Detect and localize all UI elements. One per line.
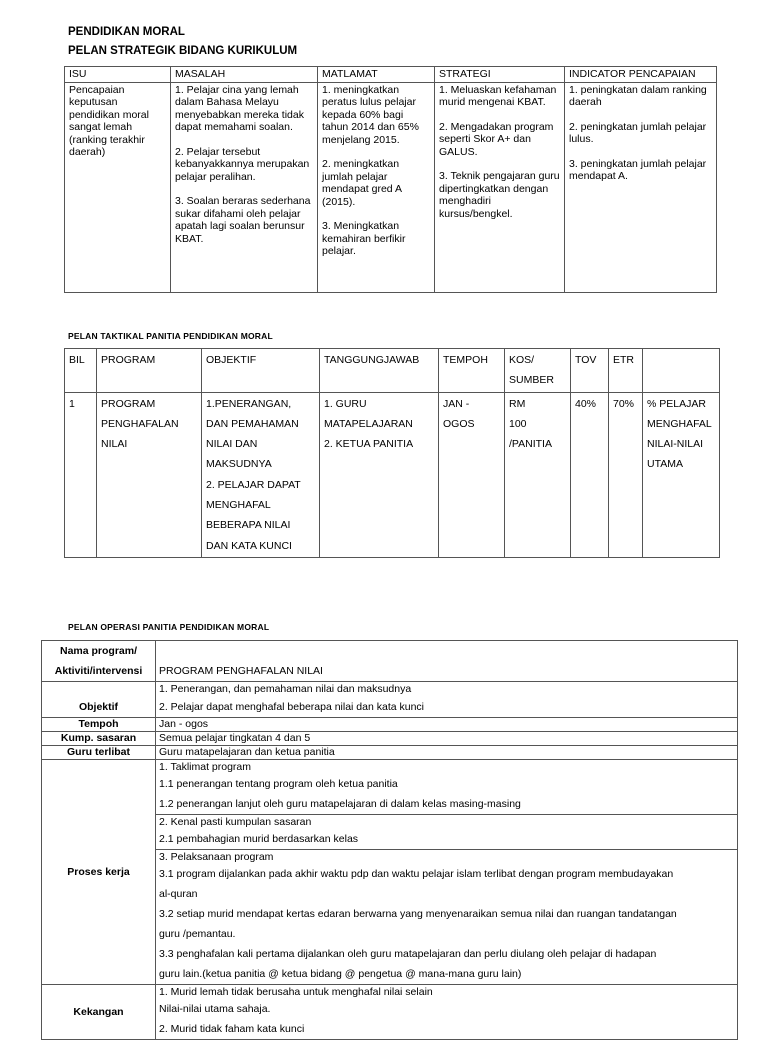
- table-row: [42, 641, 738, 682]
- isu-text: Pencapaian keputusan pendidikan moral sangat lemah (ranking terakhir daerah): [69, 83, 149, 158]
- tempoh-line: JAN -: [443, 397, 470, 410]
- objektif-label: Objektif: [42, 682, 156, 718]
- masalah-cell: [171, 82, 318, 292]
- proses-line: 3.2 setiap murid mendapat kertas edaran berwarna yang menyenaraikan semua nilai dan ruangan tandatangan: [159, 908, 677, 920]
- header-tempoh: TEMPOH: [439, 349, 505, 393]
- objektif-line: DAN PEMAHAMAN: [206, 417, 299, 430]
- proses-value: [156, 760, 738, 985]
- strategi-item: 1. Meluaskan kefahaman murid mengenai KBAT.: [439, 83, 557, 108]
- proses-line: 2.1 pembahagian murid berdasarkan kelas: [159, 833, 359, 845]
- kekangan-label: Kekangan: [42, 985, 156, 1040]
- header-masalah: MASALAH: [171, 67, 318, 83]
- guru-label: Guru terlibat: [42, 746, 156, 760]
- objektif-line: BEBERAPA NILAI: [206, 519, 291, 532]
- proses-line: 2. Kenal pasti kumpulan sasaran: [159, 816, 312, 828]
- proses-line: 1. Taklimat program: [159, 761, 252, 773]
- tanggungjawab-line: 1. GURU: [324, 397, 367, 410]
- objektif-line: 1. Penerangan, dan pemahaman nilai dan maksudnya: [159, 683, 412, 695]
- header-indikator: [643, 349, 720, 393]
- kekangan-value: [156, 985, 738, 1040]
- strategic-plan-table: [64, 66, 717, 293]
- operation-plan-table: [41, 640, 738, 1040]
- label-line: Aktiviti/intervensi: [54, 665, 143, 677]
- program-cell: [97, 392, 202, 557]
- objektif-line: MENGHAFAL: [206, 499, 271, 512]
- objektif-line: DAN KATA KUNCI: [206, 539, 292, 552]
- indicator-item: 2. peningkatan jumlah pelajar lulus.: [569, 120, 707, 145]
- masalah-item: 3. Soalan beraras sederhana sukar difahami oleh pelajar apatah lagi soalan berunsur KBAT.: [175, 195, 311, 245]
- sasaran-label: Kump. sasaran: [42, 732, 156, 746]
- table-row: [42, 682, 738, 718]
- indikator-line: UTAMA: [647, 458, 683, 471]
- tempoh-label: Tempoh: [42, 718, 156, 732]
- table-row: [42, 732, 738, 746]
- program-line: NILAI: [101, 438, 128, 451]
- objektif-line: NILAI DAN: [206, 438, 258, 451]
- table-header-row: [65, 67, 717, 83]
- proses-line: guru lain.(ketua panitia @ ketua bidang @ pengetua @ mana-mana guru lain): [159, 968, 522, 980]
- proses-line: al-quran: [159, 888, 198, 900]
- proses-line: 3. Pelaksanaan program: [159, 851, 274, 863]
- proses-label: Proses kerja: [42, 760, 156, 985]
- table-row: [42, 746, 738, 760]
- header-sumber: SUMBER: [509, 374, 554, 387]
- matlamat-item: 2. meningkatkan jumlah pelajar mendapat gred A (2015).: [322, 158, 402, 208]
- table-row: [42, 985, 738, 1040]
- strategi-item: 3. Teknik pengajaran guru dipertingkatkan dengan menghadiri kursus/bengkel.: [439, 170, 560, 220]
- tanggungjawab-cell: [320, 392, 439, 557]
- kekangan-line: 1. Murid lemah tidak berusaha untuk menghafal nilai selain: [159, 986, 433, 998]
- strategic-plan-heading: PELAN STRATEGIK BIDANG KURIKULUM: [68, 45, 298, 57]
- program-line: PROGRAM: [101, 397, 156, 410]
- proses-line: guru /pemantau.: [159, 928, 236, 940]
- table-row: [42, 718, 738, 732]
- proses-line: 1.2 penerangan lanjut oleh guru matapelajaran di dalam kelas masing-masing: [159, 798, 521, 810]
- matlamat-cell: [318, 82, 435, 292]
- nama-program-value: PROGRAM PENGHAFALAN NILAI: [156, 641, 738, 682]
- tactical-plan-table: [64, 348, 720, 558]
- objektif-line: MAKSUDNYA: [206, 458, 272, 471]
- nama-program-label: [42, 641, 156, 682]
- kos-cell: [505, 392, 571, 557]
- label-line: Nama program/: [59, 645, 138, 657]
- etr-cell: 70%: [609, 392, 643, 557]
- masalah-item: 1. Pelajar cina yang lemah dalam Bahasa Melayu menyebabkan mereka tidak dapat memahami soalan.: [175, 83, 304, 133]
- header-kos-sumber: [505, 349, 571, 393]
- proses-step-1: [159, 760, 734, 814]
- kos-line: /PANITIA: [509, 438, 552, 451]
- tactical-plan-heading: PELAN TAKTIKAL PANITIA PENDIDIKAN MORAL: [68, 331, 273, 341]
- indikator-line: MENGHAFAL: [647, 417, 712, 430]
- strategi-cell: [435, 82, 565, 292]
- masalah-item: 2. Pelajar tersebut kebanyakkannya merupakan pelajar peralihan.: [175, 145, 310, 183]
- indicator-item: 3. peningkatan jumlah pelajar mendapat A.: [569, 157, 707, 182]
- indikator-line: % PELAJAR: [647, 397, 706, 410]
- indicator-item: 1. peningkatan dalam ranking daerah: [569, 83, 707, 108]
- objektif-cell: [202, 392, 320, 557]
- kekangan-line: 2. Murid tidak faham kata kunci: [159, 1023, 305, 1035]
- tov-cell: 40%: [571, 392, 609, 557]
- table-row: [65, 392, 720, 557]
- tempoh-line: OGOS: [443, 417, 475, 430]
- header-objektif: OBJEKTIF: [202, 349, 320, 393]
- table-header-row: [65, 349, 720, 393]
- indicator-cell: [565, 82, 717, 292]
- header-indicator: INDICATOR PENCAPAIAN: [565, 67, 717, 83]
- header-tanggungjawab: TANGGUNGJAWAB: [320, 349, 439, 393]
- header-kos: KOS/: [509, 354, 535, 366]
- header-matlamat: MATLAMAT: [318, 67, 435, 83]
- proses-step-2: [156, 814, 737, 849]
- header-program: PROGRAM: [97, 349, 202, 393]
- matlamat-item: 1. meningkatkan peratus lulus pelajar kepada 60% bagi tahun 2014 dan 65% menjelang 2015.: [322, 83, 419, 146]
- objektif-line: 2. Pelajar dapat menghafal beberapa nilai dan kata kunci: [159, 701, 425, 713]
- header-bil: BIL: [65, 349, 97, 393]
- header-tov: TOV: [571, 349, 609, 393]
- header-isu: ISU: [65, 67, 171, 83]
- tempoh-value: Jan - ogos: [156, 718, 738, 732]
- kekangan-line: Nilai-nilai utama sahaja.: [159, 1003, 271, 1015]
- indikator-line: NILAI-NILAI: [647, 438, 704, 451]
- table-row: [65, 82, 717, 292]
- sasaran-value: Semua pelajar tingkatan 4 dan 5: [156, 732, 738, 746]
- guru-value: Guru matapelajaran dan ketua panitia: [156, 746, 738, 760]
- tanggungjawab-line: 2. KETUA PANITIA: [324, 438, 414, 451]
- proses-line: 1.1 penerangan tentang program oleh ketua panitia: [159, 778, 398, 790]
- proses-line: 3.3 penghafalan kali pertama dijalankan oleh guru matapelajaran dan perlu diulang oleh pelajar di hadapan: [159, 948, 657, 960]
- isu-cell: [65, 82, 171, 292]
- table-row: [42, 760, 738, 985]
- objektif-line: 2. PELAJAR DAPAT: [206, 478, 301, 491]
- program-line: PENGHAFALAN: [101, 417, 179, 430]
- document-subject-heading: PENDIDIKAN MORAL: [68, 26, 185, 38]
- proses-line: 3.1 program dijalankan pada akhir waktu pdp dan waktu pelajar islam terlibat dengan program membudayakan: [159, 868, 674, 880]
- tanggungjawab-line: MATAPELAJARAN: [324, 417, 413, 430]
- objektif-line: 1.PENERANGAN,: [206, 397, 292, 410]
- matlamat-item: 3. Meningkatkan kemahiran berfikir pelajar.: [322, 220, 406, 257]
- kos-line: RM: [509, 397, 526, 410]
- kos-line: 100: [509, 417, 527, 430]
- objektif-value: [156, 682, 738, 718]
- tempoh-cell: [439, 392, 505, 557]
- bil-cell: 1: [65, 392, 97, 557]
- proses-step-3: [156, 849, 737, 984]
- header-etr: ETR: [609, 349, 643, 393]
- header-strategi: STRATEGI: [435, 67, 565, 83]
- operation-plan-heading: PELAN OPERASI PANITIA PENDIDIKAN MORAL: [68, 622, 270, 632]
- strategi-item: 2. Mengadakan program seperti Skor A+ dan GALUS.: [439, 120, 554, 158]
- indikator-cell: [643, 392, 720, 557]
